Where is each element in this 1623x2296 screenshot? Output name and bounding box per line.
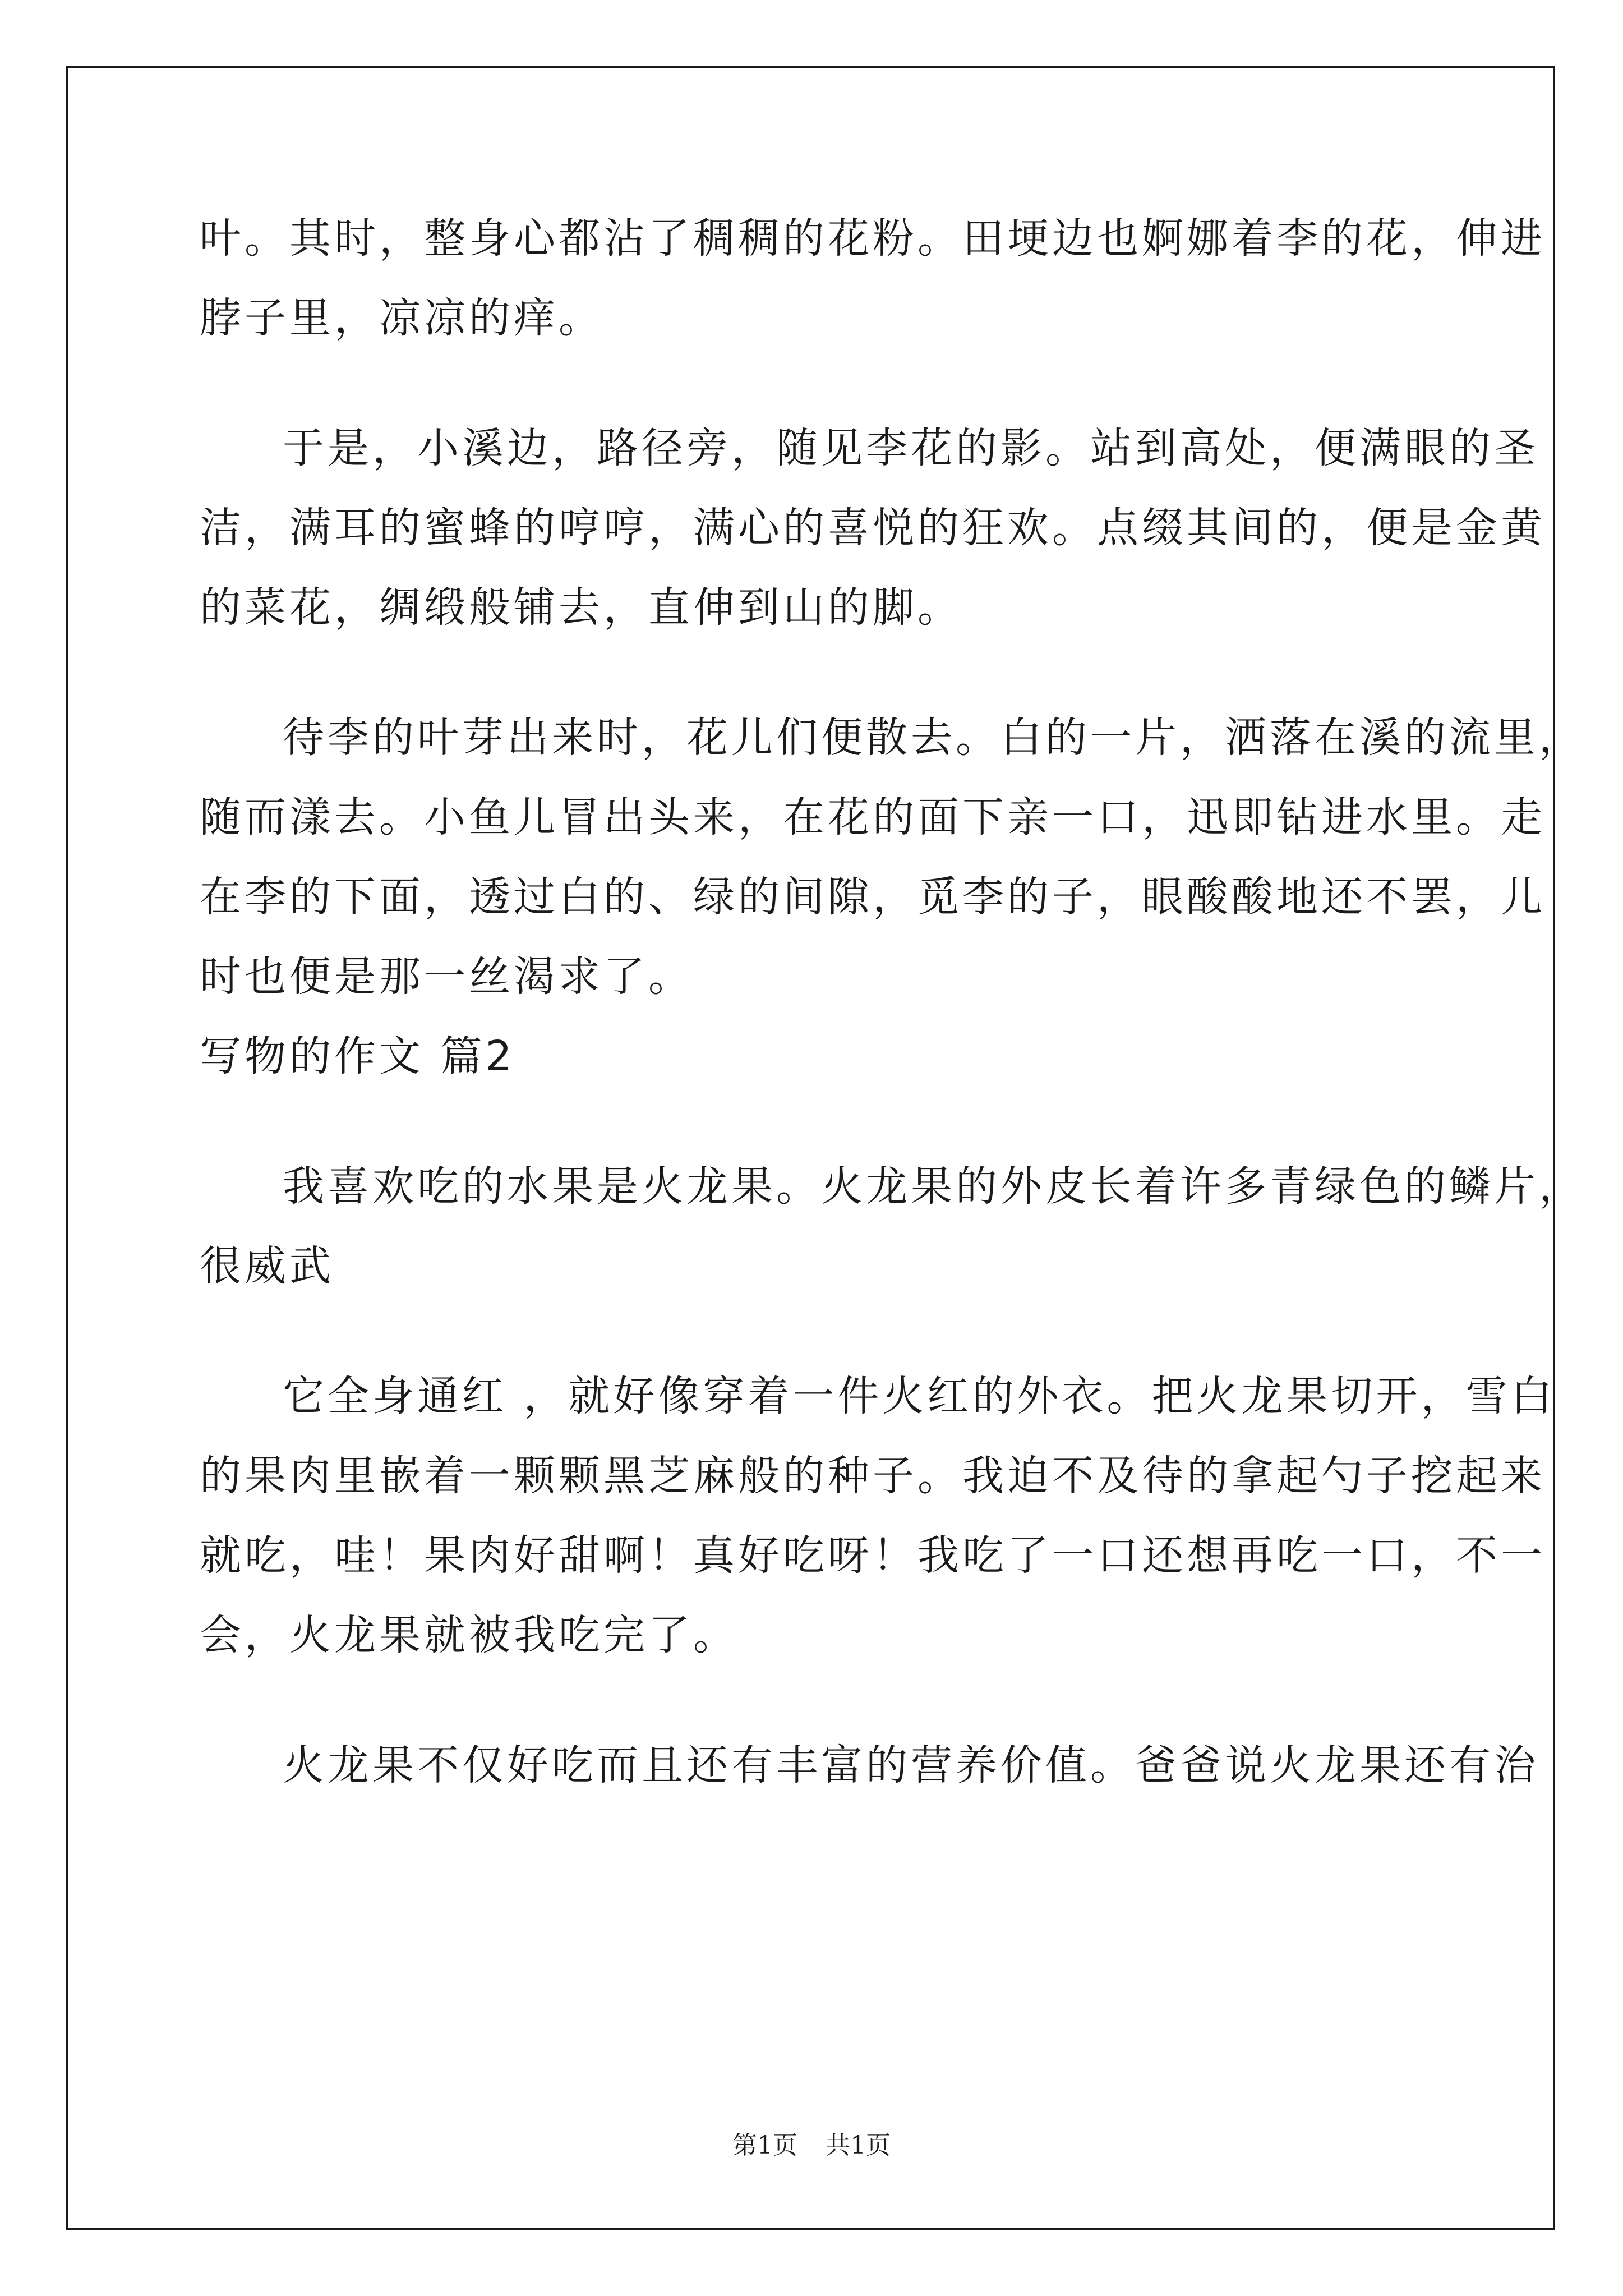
paragraph-1-line-2: 脖子里，凉凉的痒。: [200, 294, 603, 342]
paragraph-5-line-2: 的果肉里嵌着一颗颗黑芝麻般的种子。我迫不及待的拿起勺子挖起来: [200, 1452, 1546, 1500]
paragraph-2-line-2: 洁，满耳的蜜蜂的哼哼，满心的喜悦的狂欢。点缀其间的，便是金黄: [200, 504, 1546, 552]
paragraph-5-line-1: 它全身通红 ，就好像穿着一件火红的外衣。把火龙果切开，雪白: [283, 1372, 1556, 1420]
paragraph-6-line-1: 火龙果不仅好吃而且还有丰富的营养价值。爸爸说火龙果还有治: [283, 1741, 1539, 1789]
paragraph-4-line-2: 很威武: [200, 1242, 334, 1290]
paragraph-3-line-3: 在李的下面，透过白的、绿的间隙，觅李的子，眼酸酸地还不罢，儿: [200, 873, 1546, 921]
paragraph-1-line-1: 叶。其时，整身心都沾了稠稠的花粉。田埂边也婀娜着李的花，伸进: [200, 214, 1546, 263]
page-border: [66, 66, 1555, 2230]
paragraph-5-line-3: 就吃，哇！果肉好甜啊！真好吃呀！我吃了一口还想再吃一口，不一: [200, 1531, 1546, 1580]
paragraph-5-line-4: 会，火龙果就被我吃完了。: [200, 1611, 738, 1659]
section-heading: 写物的作文 篇2: [200, 1032, 515, 1080]
paragraph-3-line-2: 随而漾去。小鱼儿冒出头来，在花的面下亲一口，迅即钻进水里。走: [200, 793, 1546, 841]
paragraph-4-line-1: 我喜欢吃的水果是火龙果。火龙果的外皮长着许多青绿色的鳞片，: [283, 1162, 1584, 1211]
paragraph-3-line-4: 时也便是那一丝渴求了。: [200, 953, 693, 1001]
page-number: 第1页: [732, 2131, 797, 2160]
page-total: 共1页: [826, 2131, 891, 2160]
paragraph-2-line-1: 于是，小溪边，路径旁，随见李花的影。站到高处，便满眼的圣: [283, 424, 1539, 472]
page-footer: [0, 2125, 1623, 2161]
paragraph-2-line-3: 的菜花，绸缎般铺去，直伸到山的脚。: [200, 583, 962, 632]
paragraph-3-line-1: 待李的叶芽出来时，花儿们便散去。白的一片，洒落在溪的流里，: [283, 714, 1584, 762]
